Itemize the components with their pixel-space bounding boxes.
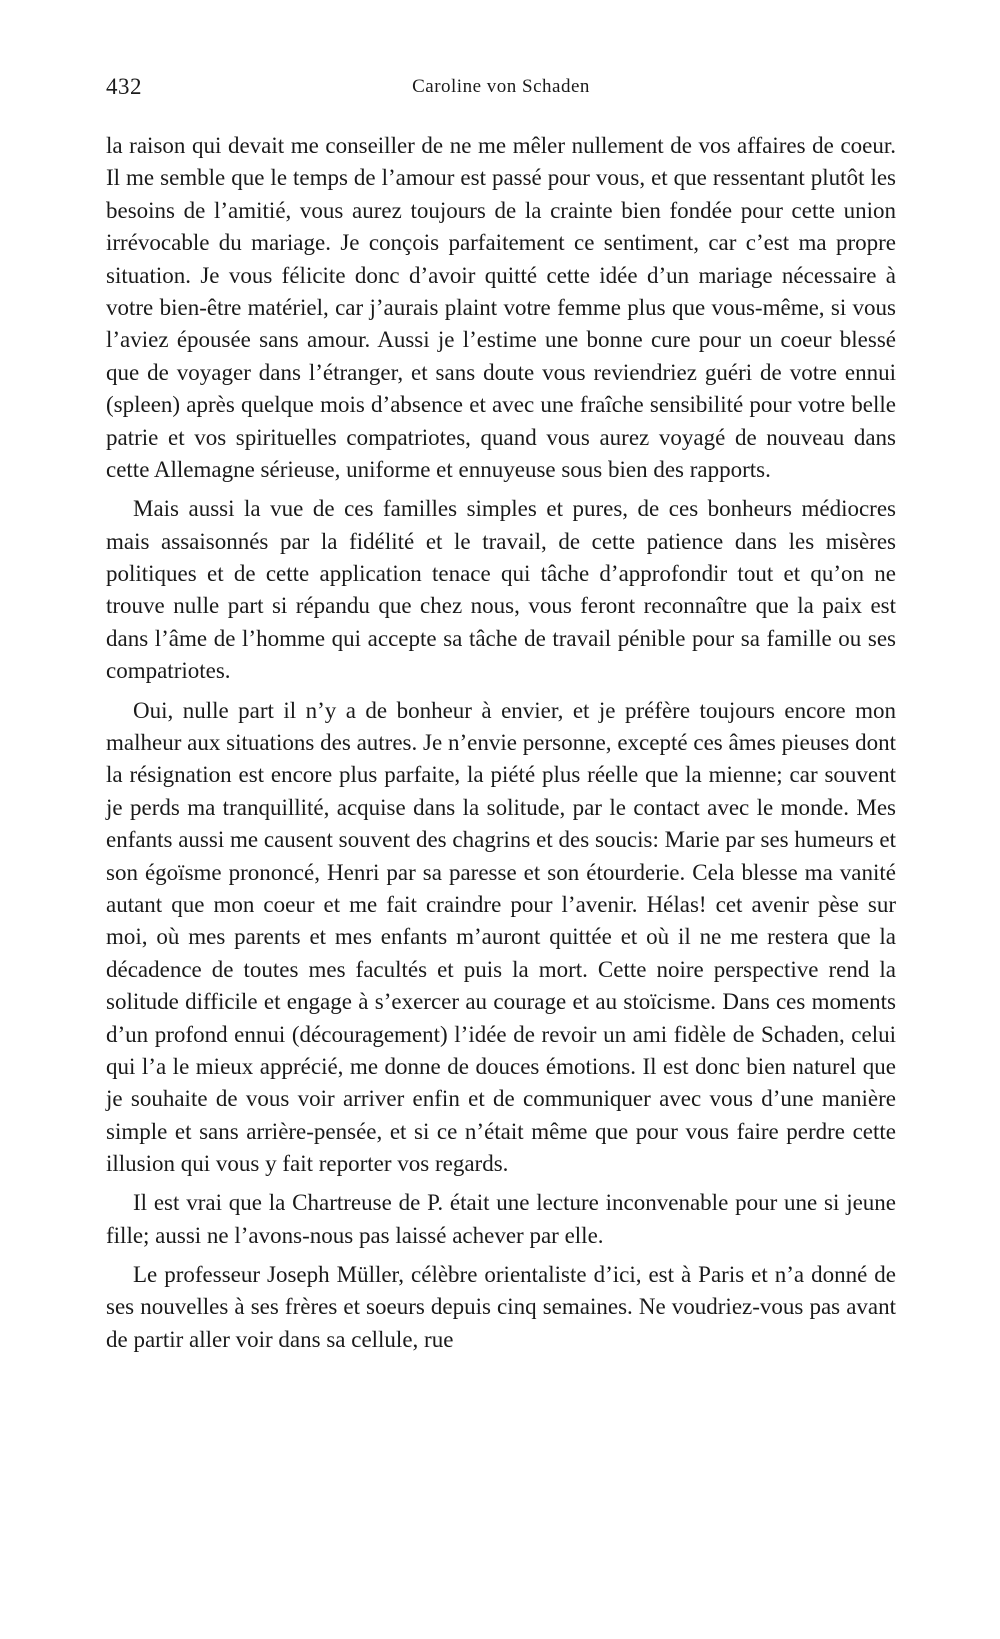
paragraph: Oui, nulle part il n’y a de bonheur à envier, et je préfère toujours encore mon malheur aux situations des autres. Je n’envie personne, excepté ces âmes pieuses dont la résignation est encore plus parfaite, la piété plus réelle que la mienne; car souvent je perds ma tranquillité, acquise dans la solitude, par le contact avec le monde. Mes enfants aussi me causent souvent des chagrins et des soucis: Marie par ses humeurs et son égoïsme prononcé, Henri par sa paresse et son étourderie. Cela blesse ma vanité autant que mon coeur et me fait craindre pour l’avenir. Hélas! cet avenir pèse sur moi, où mes parents et mes enfants m’auront quittée et où il ne me restera que la décadence de toutes mes facultés et puis la mort. Cette noire perspective rend la solitude difficile et engage à s’exercer au courage et au stoïcisme. Dans ces moments d’un profond ennui (découragement) l’idée de revoir un ami fidèle de Schaden, celui qui l’a le mieux apprécié, me donne de douces émotions. Il est donc bien naturel que je souhaite de vous voir arriver enfin et de communiquer avec vous d’une manière simple et sans arrière-pensée, et si ce n’était même que pour vous faire perdre cette illusion qui vous y fait reporter vos regards. bbox=[106, 697, 896, 1177]
page-header bbox=[106, 74, 896, 110]
paragraph-continued: la raison qui devait me conseiller de ne me mêler nullement de vos affaires de coeur. Il me semble que le temps de l’amour est passé pour vous, et que ressentant plutôt les besoins de l’amitié, vous aurez toujours de la crainte bien fondée pour cette union irrévocable du mariage. Je conçois parfaitement ce sentiment, car c’est ma propre situation. Je vous félicite donc d’avoir quitté cette idée d’un mariage nécessaire à votre bien-être matériel, car j’aurais plaint votre femme plus que vous-même, si vous l’aviez épousée sans amour. Aussi je l’estime une bonne cure pour un coeur blessé que de voyager dans l’étranger, et sans doute vous reviendriez guéri de votre ennui (spleen) après quelque mois d’absence et avec une fraîche sensibilité pour votre belle patrie et vos spirituelles compatriotes, quand vous aurez voyagé de nouveau dans cette Allemagne sérieuse, uniforme et ennuyeuse sous bien des rapports. bbox=[106, 133, 896, 483]
body-text bbox=[106, 130, 896, 1356]
page-number: 432 bbox=[106, 74, 142, 99]
paragraph: Il est vrai que la Chartreuse de P. était une lecture inconvenable pour une si jeune fille; aussi ne l’avons-nous pas laissé achever par elle. bbox=[106, 1190, 896, 1248]
paragraph: Mais aussi la vue de ces familles simples et pures, de ces bonheurs médiocres mais assaisonnés par la fidélité et le travail, de cette patience dans les misères politiques et de cette application tenace qui tâche d’approfondir tout et qu’on ne trouve nulle part si répandu que chez nous, vous feront reconnaître que la paix est dans l’âme de l’homme qui accepte sa tâche de travail pénible pour sa famille ou ses compatriotes. bbox=[106, 496, 896, 684]
paragraph: Le professeur Joseph Müller, célèbre orientaliste d’ici, est à Paris et n’a donné de ses nouvelles à ses frères et soeurs depuis cinq semaines. Ne voudriez-vous pas avant de partir aller voir dans sa cellule, rue bbox=[106, 1262, 896, 1352]
running-title: Caroline von Schaden bbox=[412, 76, 590, 97]
